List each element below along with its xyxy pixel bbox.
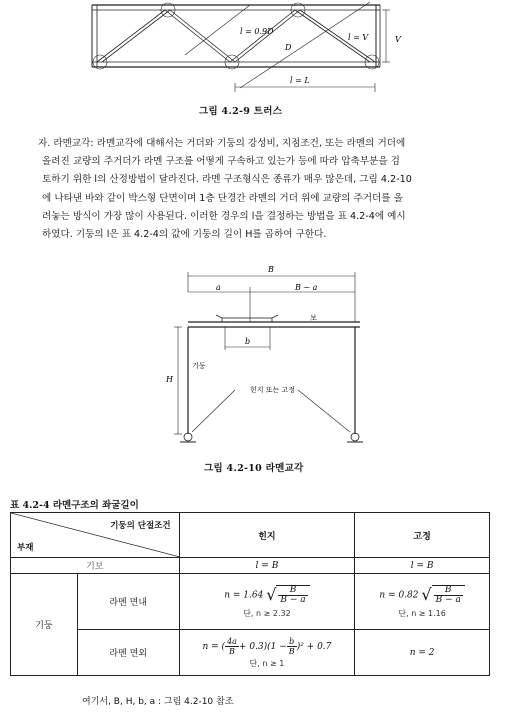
truss-label-v: V (395, 35, 401, 44)
sqrt-icon: √ (421, 585, 432, 604)
row-outside-hinge (179, 630, 355, 676)
inside-fixed-prefix: n = 0.82 (379, 590, 419, 600)
truss-label-l09d: l = 0.9D (240, 27, 274, 36)
rahmen-label-b: b (245, 337, 251, 346)
table-header-diagonal-cell (11, 513, 180, 558)
outside-hinge-part-a: n = ( (202, 641, 226, 652)
paragraph-line: 려놓는 방식이 가장 많이 사용된다. 이러한 경우의 l을 결정하는 방법을 표 4.2-4에 예시 (42, 210, 406, 222)
paragraph-line: 에 나타낸 바와 같이 박스형 단면이며 1층 단경간 라멘의 거더 위에 교량의 주거더를 올 (42, 192, 403, 204)
body-paragraph (38, 135, 488, 244)
outside-hinge-min: 단, n ≥ 1 (249, 658, 285, 668)
rahmen-label-support: 힌지 또는 고정 (250, 386, 296, 394)
row-inside-label: 라멘 면내 (77, 574, 179, 630)
rahmen-label-beam: 보 (310, 314, 317, 322)
rahmen-label-column: 기둥 (192, 362, 206, 370)
rahmen-label-B-a: B − a (295, 283, 318, 292)
rahmen-label-H: H (166, 375, 173, 384)
paragraph-line: 토하기 위한 l의 산정방법이 달라진다. 라멘 구조형식은 종류가 매우 많은데, 그림 4.2-10 (42, 174, 412, 186)
outside-hinge-part-b: + 0.3)(1 − (238, 641, 287, 652)
buckling-length-table (10, 512, 490, 676)
inside-fixed-min: 단, n ≥ 1.16 (398, 608, 446, 618)
row-outside-label: 라멘 면외 (77, 630, 179, 676)
inside-hinge-den: B − a (280, 594, 306, 605)
row-inside-fixed (355, 574, 490, 630)
paragraph-line: 하였다. 기둥의 l은 표 4.2-4의 값에 기둥의 길이 H를 곱하여 구한다. (42, 229, 327, 241)
rahmen-label-B: B (268, 265, 274, 274)
row-inside-hinge (179, 574, 355, 630)
row-column-label: 기둥 (11, 574, 78, 676)
outside-hinge-den: B (229, 646, 235, 656)
outside-hinge-num: 4a (227, 636, 237, 646)
outside-hinge-part-c: )² + 0.7 (296, 641, 332, 652)
rahmen-caption: 그림 4.2-10 라멘교각 (204, 463, 304, 474)
truss-label-ll: l = L (290, 76, 310, 85)
inside-hinge-min: 단, n ≥ 2.32 (243, 608, 291, 618)
inside-fixed-den: B − a (435, 594, 461, 605)
truss-caption: 그림 4.2-9 트러스 (199, 106, 283, 117)
outside-hinge-den2: B (288, 646, 295, 656)
paragraph-line: 올려진 교량의 주거더가 라멘 구조를 어떻게 구속하고 있는가 등에 따라 압축부분을 검 (42, 156, 400, 168)
header-member: 부재 (17, 543, 34, 553)
outside-hinge-num2: b (287, 637, 297, 647)
table-note: 여기서, B, H, b, a : 그림 4.2-10 참조 (82, 697, 234, 707)
row-outside-fixed: n = 2 (355, 630, 490, 676)
inside-hinge-num: B (278, 586, 307, 596)
paragraph-line: 자. 라멘교각: 라멘교각에 대해서는 거더와 기둥의 강성비, 지점조건, 또는 라멘의 거더에 (38, 138, 406, 149)
table-title: 표 4.2-4 라멘구조의 좌굴길이 (10, 500, 139, 511)
header-hinge: 힌지 (179, 513, 355, 558)
row-beam-label: 기보 (11, 558, 180, 574)
inside-fixed-num: B (434, 586, 463, 596)
header-fixed: 고정 (355, 513, 490, 558)
header-condition: 기둥의 단절조건 (110, 521, 171, 531)
row-beam-hinge: l = B (179, 558, 355, 574)
row-beam-fixed: l = B (355, 558, 490, 574)
inside-hinge-prefix: n = 1.64 (224, 590, 264, 600)
rahmen-label-a: a (216, 283, 221, 292)
sqrt-icon: √ (266, 585, 277, 604)
rahmen-figure (150, 262, 380, 447)
truss-label-lv: l = V (348, 33, 369, 42)
truss-figure (80, 0, 420, 95)
truss-label-d: D (285, 43, 292, 52)
